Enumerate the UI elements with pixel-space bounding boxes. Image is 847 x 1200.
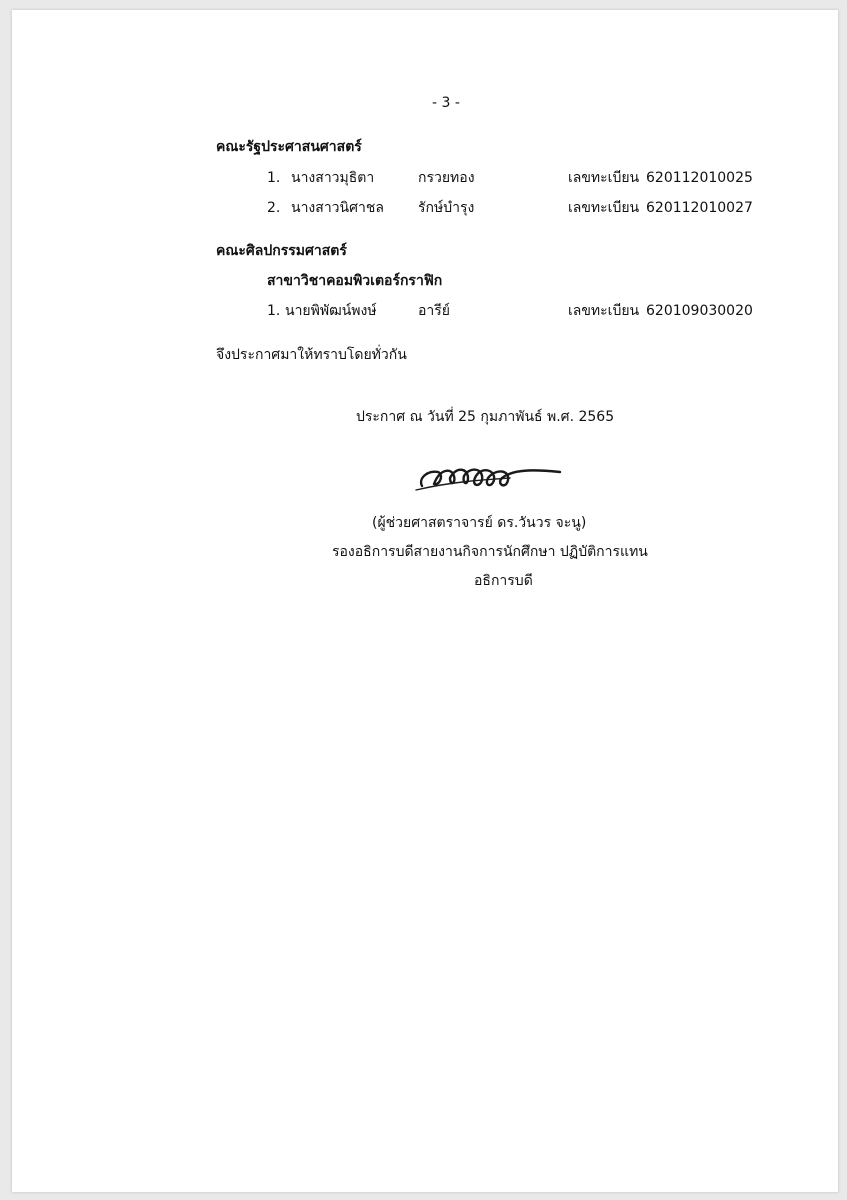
student-id-label: เลขทะเบียน bbox=[568, 303, 640, 319]
student-id: 620112010025 bbox=[646, 170, 753, 186]
student-number: 1. bbox=[267, 303, 281, 319]
student-first-name: นางสาวนิศาชล bbox=[291, 200, 384, 216]
student-first-name: นางสาวมุธิตา bbox=[291, 170, 375, 186]
signature-image bbox=[410, 456, 580, 496]
document-page bbox=[12, 10, 838, 1192]
signatory-acting-for: อธิการบดี bbox=[474, 573, 533, 589]
signatory-name: (ผู้ช่วยศาสตราจารย์ ดร.วันวร จะนู) bbox=[372, 515, 587, 531]
faculty-heading: คณะรัฐประศาสนศาสตร์ bbox=[216, 139, 362, 155]
closing-statement: จึงประกาศมาให้ทราบโดยทั่วกัน bbox=[216, 347, 407, 363]
signatory-position: รองอธิการบดีสายงานกิจการนักศึกษา ปฏิบัติการแทน bbox=[332, 544, 648, 560]
student-id-label: เลขทะเบียน bbox=[568, 200, 640, 216]
student-last-name: อารีย์ bbox=[418, 303, 450, 319]
student-id: 620109030020 bbox=[646, 303, 753, 319]
student-last-name: รักษ์บำรุง bbox=[418, 200, 475, 216]
student-id: 620112010027 bbox=[646, 200, 753, 216]
student-first-name: นายพิพัฒน์พงษ์ bbox=[285, 303, 377, 319]
student-id-label: เลขทะเบียน bbox=[568, 170, 640, 186]
student-number: 2. bbox=[267, 200, 281, 216]
announcement-date: ประกาศ ณ วันที่ 25 กุมภาพันธ์ พ.ศ. 2565 bbox=[356, 409, 615, 425]
major-heading: สาขาวิชาคอมพิวเตอร์กราฟิก bbox=[267, 273, 443, 289]
faculty-heading: คณะศิลปกรรมศาสตร์ bbox=[216, 243, 347, 259]
student-number: 1. bbox=[267, 170, 281, 186]
student-last-name: กรวยทอง bbox=[418, 170, 475, 186]
page-number: - 3 - bbox=[432, 95, 460, 111]
